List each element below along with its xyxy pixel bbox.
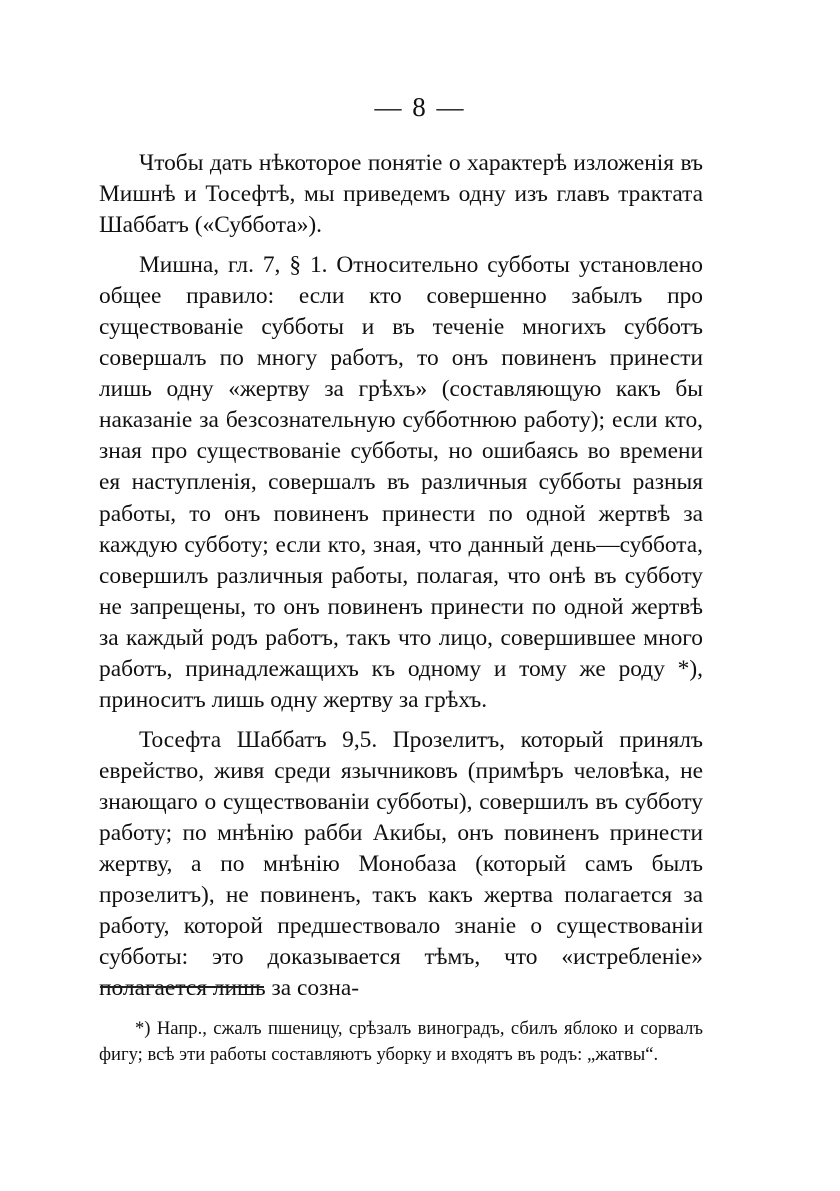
main-text [99,148,703,1013]
footnote-divider [100,986,264,988]
paragraph-mishna: Мишна, гл. 7, § 1. Относительно субботы установлено общее правило: если кто совершенно забылъ про существованіе субботы и въ теченіе многихъ субботъ совершалъ по многу работъ, то онъ повиненъ принести лишь одну «жертву за грѣхъ» (составляющую какъ бы наказаніе за безсознательную субботнюю работу); если кто, зная про существованіе субботы, но ошибаясь во времени ея наступленія, совершалъ въ различныя субботы разныя работы, то онъ повиненъ принести по одной жертвѣ за каждую субботу; если кто, зная, что данный день—суббота, совершилъ различныя работы, полагая, что онѣ въ субботу не запрещены, то онъ повиненъ принести по одной жертвѣ за каждый родъ работъ, такъ что лицо, совершившее много работъ, принадлежащихъ къ одному и тому же роду *), приноситъ лишь одну жертву за грѣхъ. [99,251,703,714]
paragraph-intro: Чтобы дать нѣкоторое понятіе о характерѣ изложенія въ Мишнѣ и Тосефтѣ, мы приведемъ одну изъ главъ трактата Шаббатъ («Суббота»). [99,150,703,239]
footnote: *) Напр., сжалъ пшеницу, срѣзалъ виноградъ, сбилъ яблоко и сорвалъ фигу; всѣ эти работы составляютъ уборку и входятъ въ родъ: „жатвы“. [99,1018,703,1065]
paragraph-tosefta: Тосефта Шаббатъ 9,5. Прозелитъ, который принялъ еврейство, живя среди язычниковъ (примѣръ человѣка, не знающаго о существованіи субботы), совершилъ въ субботу работу; по мнѣнію рабби Акибы, онъ повиненъ принести жертву, а по мнѣнію Монобаза (который самъ былъ прозелитъ), не повиненъ, такъ какъ жертва полагается за работу, которой предшествовало знаніе о существованіи субботы: это доказывается тѣмъ, что «истребленіе» полагается лишь за созна- [99,726,703,1002]
page-number: — 8 — [374,92,466,122]
